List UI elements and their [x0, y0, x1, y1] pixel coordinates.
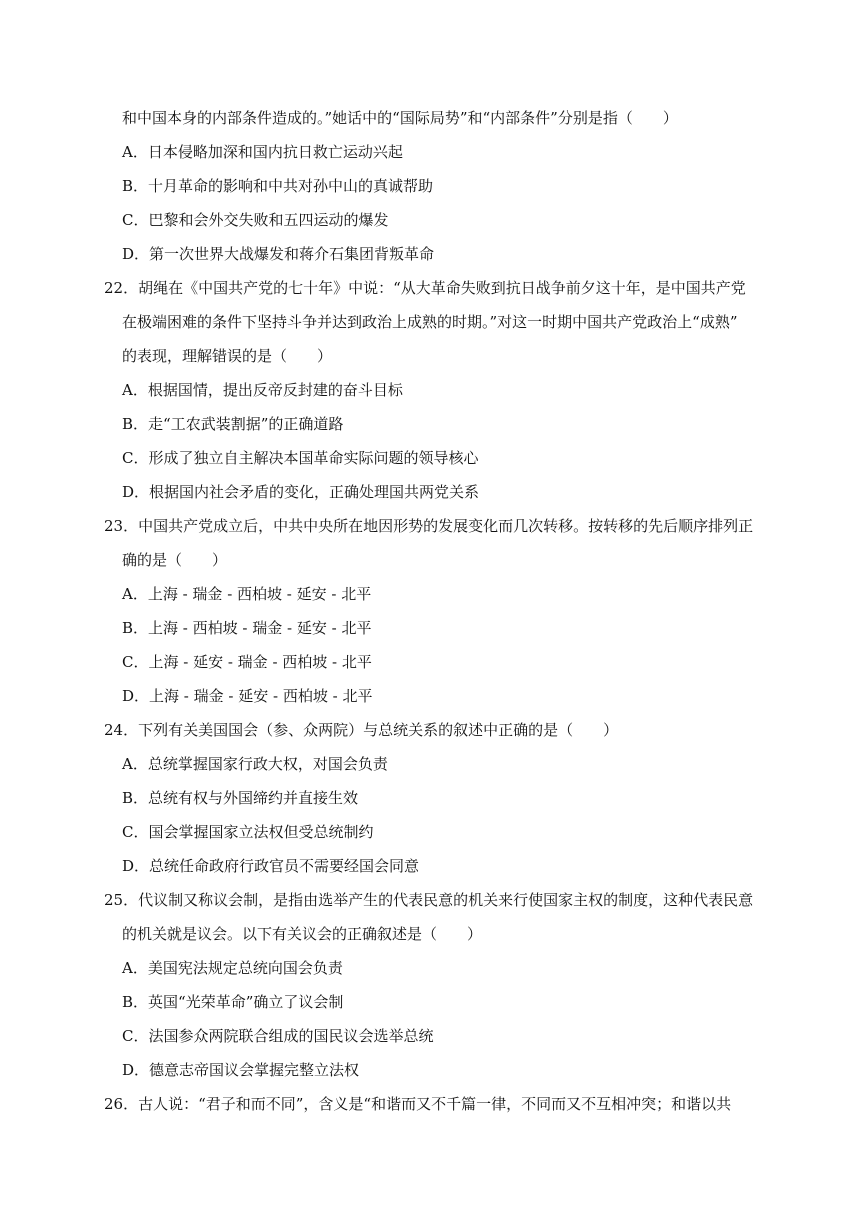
- question-25-option-b: B．英国“光荣革命”确立了议会制: [122, 993, 344, 1011]
- question-24-option-d: D．总统任命政府行政官员不需要经国会同意: [122, 857, 420, 875]
- question-22-stem-line-2: 在极端困难的条件下坚持斗争并达到政治上成熟的时期。”对这一时期中国共产党政治上“成熟”: [122, 313, 738, 331]
- question-23-option-d: D．上海 - 瑞金 - 延安 - 西柏坡 - 北平: [122, 687, 373, 705]
- question-21-option-d: D．第一次世界大战爆发和蒋介石集团背叛革命: [122, 245, 435, 263]
- question-25-option-c: C．法国参众两院联合组成的国民议会选举总统: [122, 1027, 434, 1045]
- question-23-option-a: A．上海 - 瑞金 - 西柏坡 - 延安 - 北平: [122, 585, 372, 603]
- question-22-option-a: A．根据国情，提出反帝反封建的奋斗目标: [122, 381, 403, 399]
- question-24-option-a: A．总统掌握国家行政大权，对国会负责: [122, 755, 388, 773]
- question-21-option-c: C．巴黎和会外交失败和五四运动的爆发: [122, 211, 389, 229]
- question-21-stem-line: 和中国本身的内部条件造成的。”她话中的“国际局势”和“内部条件”分别是指（ ）: [122, 109, 678, 127]
- question-22-option-b: B．走“工农武装割据”的正确道路: [122, 415, 344, 433]
- question-24-option-b: B．总统有权与外国缔约并直接生效: [122, 789, 359, 807]
- question-23-stem-line-2: 确的是（ ）: [122, 551, 228, 569]
- question-25-stem-line-1: 25．代议制又称议会制，是指由选举产生的代表民意的机关来行使国家主权的制度，这种代表民意: [104, 891, 754, 909]
- question-23-option-b: B．上海 - 西柏坡 - 瑞金 - 延安 - 北平: [122, 619, 372, 637]
- question-21-option-a: A．日本侵略加深和国内抗日救亡运动兴起: [122, 143, 403, 161]
- question-21-option-b: B．十月革命的影响和中共对孙中山的真诚帮助: [122, 177, 434, 195]
- question-26-stem-line-1: 26．古人说：“君子和而不同”，含义是“和谐而又不千篇一律，不同而又不互相冲突；和谐以共: [104, 1095, 732, 1113]
- question-23-stem-line-1: 23．中国共产党成立后，中共中央所在地因形势的发展变化而几次转移。按转移的先后顺序排列正: [104, 517, 754, 535]
- question-24-stem-line-1: 24．下列有关美国国会（参、众两院）与总统关系的叙述中正确的是（ ）: [104, 721, 619, 739]
- question-24-option-c: C．国会掌握国家立法权但受总统制约: [122, 823, 374, 841]
- question-23-option-c: C．上海 - 延安 - 瑞金 - 西柏坡 - 北平: [122, 653, 372, 671]
- question-25-stem-line-2: 的机关就是议会。以下有关议会的正确叙述是（ ）: [122, 925, 483, 943]
- question-22-stem-line-1: 22．胡绳在《中国共产党的七十年》中说：“从大革命失败到抗日战争前夕这十年，是中国共产党: [104, 279, 746, 297]
- question-25-option-a: A．美国宪法规定总统向国会负责: [122, 959, 343, 977]
- question-22-option-d: D．根据国内社会矛盾的变化，正确处理国共两党关系: [122, 483, 480, 501]
- question-25-option-d: D．德意志帝国议会掌握完整立法权: [122, 1061, 360, 1079]
- question-22-option-c: C．形成了独立自主解决本国革命实际问题的领导核心: [122, 449, 479, 467]
- question-22-stem-line-3: 的表现，理解错误的是（ ）: [122, 347, 333, 365]
